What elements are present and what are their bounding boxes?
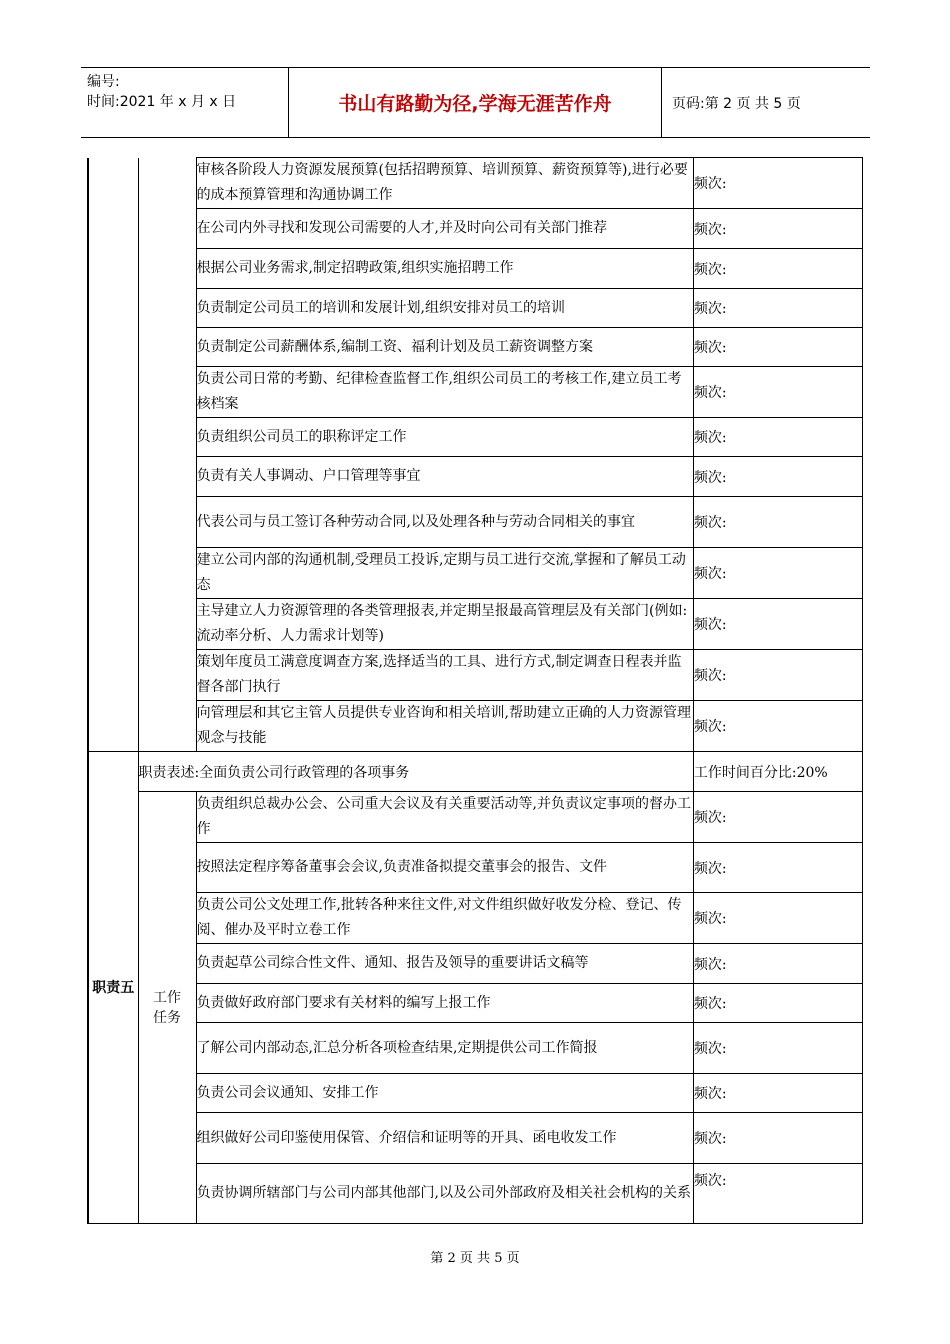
task-row [88, 599, 863, 650]
frequency-field: 频次: [693, 418, 862, 457]
header-meta [81, 68, 289, 137]
task-text: 负责起草公司综合性文件、通知、报告及领导的重要讲话文稿等 [196, 944, 693, 984]
task-text: 建立公司内部的沟通机制,受理员工投诉,定期与员工进行交流,掌握和了解员工动态 [196, 548, 693, 599]
frequency-field: 频次: [693, 701, 862, 752]
task-row [88, 548, 863, 599]
task-text: 负责公司日常的考勤、纪律检查监督工作,组织公司员工的考核工作,建立员工考核档案 [196, 367, 693, 418]
frequency-field: 频次: [693, 328, 862, 367]
task-text: 审核各阶段人力资源发展预算(包括招聘预算、培训预算、薪资预算等),进行必要的成本预算管理和沟通协调工作 [196, 158, 693, 209]
frequency-field: 频次: [693, 1164, 862, 1224]
task-row [88, 650, 863, 701]
frequency-field: 频次: [693, 289, 862, 328]
task-text: 按照法定程序筹备董事会会议,负责准备拟提交董事会的报告、文件 [196, 843, 693, 893]
task-row [88, 158, 863, 209]
task-row [88, 1023, 863, 1074]
frequency-field: 频次: [693, 944, 862, 984]
frequency-field: 频次: [693, 249, 862, 289]
document-number: 编号: [87, 74, 120, 90]
frequency-field: 频次: [693, 984, 862, 1023]
frequency-field: 频次: [693, 1113, 862, 1164]
frequency-field: 频次: [693, 599, 862, 650]
task-text: 负责制定公司员工的培训和发展计划,组织安排对员工的培训 [196, 289, 693, 328]
task-text: 策划年度员工满意度调查方案,选择适当的工具、进行方式,制定调查日程表并监督各部门执行 [196, 650, 693, 701]
frequency-field: 频次: [693, 158, 862, 209]
work-task-label-text: 工作任务 [153, 989, 182, 1026]
task-row [88, 418, 863, 457]
task-text: 在公司内外寻找和发现公司需要的人才,并及时向公司有关部门推荐 [196, 209, 693, 249]
work-time-percent: 工作时间百分比:20% [693, 752, 862, 792]
task-text: 负责组织公司员工的职称评定工作 [196, 418, 693, 457]
task-text: 负责组织总裁办公会、公司重大会议及有关重要活动等,并负责议定事项的督办工作 [196, 792, 693, 843]
task-row [88, 328, 863, 367]
task-row [88, 457, 863, 497]
duty-label-cell-prev [88, 158, 138, 752]
task-text: 根据公司业务需求,制定招聘政策,组织实施招聘工作 [196, 249, 693, 289]
task-row [88, 1164, 863, 1224]
page-footer: 第 2 页 共 5 页 [430, 1251, 520, 1266]
task-row [88, 944, 863, 984]
document-date: 时间:2021 年 x 月 x 日 [87, 94, 237, 110]
task-row [88, 984, 863, 1023]
task-text: 负责公司会议通知、安排工作 [196, 1074, 693, 1113]
frequency-field: 频次: [693, 650, 862, 701]
task-row [88, 792, 863, 843]
frequency-field: 频次: [693, 548, 862, 599]
page-header [81, 67, 870, 138]
frequency-field: 频次: [693, 457, 862, 497]
task-text: 负责协调所辖部门与公司内部其他部门,以及公司外部政府及相关社会机构的关系 [196, 1164, 693, 1224]
frequency-field: 频次: [693, 792, 862, 843]
frequency-field: 频次: [693, 1074, 862, 1113]
duty-statement-row [88, 752, 863, 792]
task-row [88, 1113, 863, 1164]
frequency-field: 频次: [693, 843, 862, 893]
task-row [88, 367, 863, 418]
task-row [88, 701, 863, 752]
task-text: 负责公司公文处理工作,批转各种来往文件,对文件组织做好收发分检、登记、传阅、催办及平时立卷工作 [196, 893, 693, 944]
task-row [88, 497, 863, 548]
task-text: 负责制定公司薪酬体系,编制工资、福利计划及员工薪资调整方案 [196, 328, 693, 367]
work-task-label [138, 792, 196, 1224]
duty-statement: 职责表述:全面负责公司行政管理的各项事务 [138, 752, 693, 792]
task-text: 向管理层和其它主管人员提供专业咨询和相关培训,帮助建立正确的人力资源管理观念与技能 [196, 701, 693, 752]
task-row [88, 893, 863, 944]
frequency-field: 频次: [693, 497, 862, 548]
task-text: 负责有关人事调动、户口管理等事宜 [196, 457, 693, 497]
frequency-field: 频次: [693, 1023, 862, 1074]
task-row [88, 209, 863, 249]
task-text: 负责做好政府部门要求有关材料的编写上报工作 [196, 984, 693, 1023]
task-row [88, 249, 863, 289]
duty-five-label: 职责五 [88, 752, 138, 1224]
task-row [88, 1074, 863, 1113]
task-text: 代表公司与员工签订各种劳动合同,以及处理各种与劳动合同相关的事宜 [196, 497, 693, 548]
frequency-field: 频次: [693, 209, 862, 249]
frequency-field: 频次: [693, 367, 862, 418]
task-text: 主导建立人力资源管理的各类管理报表,并定期呈报最高管理层及有关部门(例如:流动率分析、人力需求计划等) [196, 599, 693, 650]
task-text: 了解公司内部动态,汇总分析各项检查结果,定期提供公司工作简报 [196, 1023, 693, 1074]
header-motto: 书山有路勤为径,学海无涯苦作舟 [289, 68, 662, 137]
task-row [88, 289, 863, 328]
task-text: 组织做好公司印鉴使用保管、介绍信和证明等的开具、函电收发工作 [196, 1113, 693, 1164]
work-task-cell-prev [138, 158, 196, 752]
frequency-field: 频次: [693, 893, 862, 944]
task-row [88, 843, 863, 893]
header-page-info: 页码:第 2 页 共 5 页 [672, 95, 801, 112]
duty-table [87, 157, 863, 1224]
